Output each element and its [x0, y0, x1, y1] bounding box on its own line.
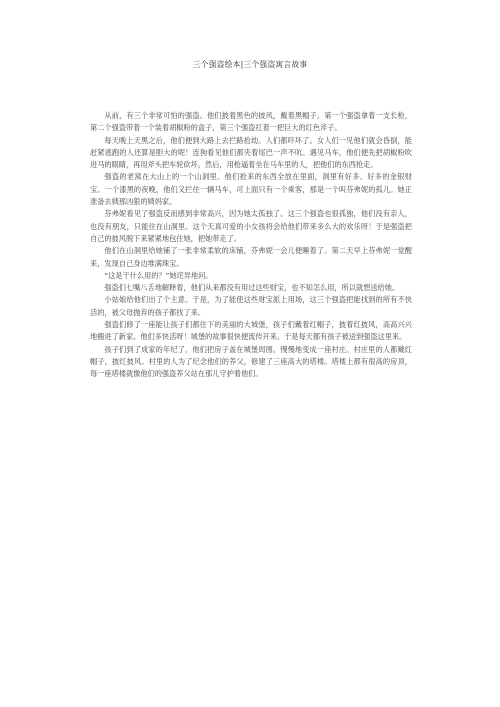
- paragraph: “这是干什么用的？”她诧异地问。: [104, 270, 213, 280]
- paragraph: 孩子们到了成家的年纪了。他们把房子盖在城堡周围。慢慢地变成一座村庄。村庄里的人都戴红帽子，披红披风。村里的人为了纪念他们的养父，修建了三座高大的塔楼。塔楼上都有很高的房顶，每一座塔楼就像他们的强盗养父站在那儿守护着他们。: [90, 344, 412, 379]
- paragraph: 每天晚上天黑之后，他们便到大路上去拦路抢劫。人们都吓坏了。女人们一见他们就会昏倒，能赶紧逃跑的人还算是胆大的呢！连狗看见他们都夹着尾巴一声不吭。遇见马车，他们便先把胡椒粉吹进马的眼睛，再用斧头把车轮砍坏，然后，用枪逼着坐在马车里的人，把他们的东西抢走。: [90, 135, 412, 170]
- paragraph: 小姑娘给他们出了个主意。于是，为了能使这些财宝派上用场，这三个强盗把能找到的所有不快活的，被父母抛弃的孩子都找了来。: [90, 295, 412, 317]
- paragraph: 强盗们七嘴八舌地解释着，他们从来都没有用过这些财宝，也不知怎么用，所以就想送给她。: [104, 283, 400, 293]
- paragraph: 他们在山洞里给她铺了一张非常柔软的床铺，芬弗妮一会儿便睡着了。第二天早上芬弗妮一觉醒来，发现自己身边堆满珠宝。: [90, 246, 412, 268]
- document-title: 三个强盗绘本|三个强盗寓言故事: [192, 60, 308, 69]
- document-body: [90, 110, 412, 381]
- paragraph: 芬弗妮看见了强盗反而感到非常高兴，因为她太孤独了。这三个强盗也很孤独，他们没有亲人，也没有朋友，只能住在山洞里。这个天真可爱的小女孩将会给他们带来多么大的欢乐呀！于是强盗把自己的披风脱下来紧紧地包住她，把她带走了。: [90, 209, 412, 243]
- paragraph: 强盗们修了一座能让孩子们都住下的美丽的大城堡，孩子们戴着红帽子，披着红披风，高高兴兴地搬进了新家。他们多快活呀！城堡的故事很快便流传开来。于是每天都有孩子被送到强盗这里来。: [90, 320, 412, 342]
- paragraph: 从前，有三个非常可怕的强盗。他们披着黑色的披风，戴着黑帽子。第一个强盗拿着一支长枪，第二个强盗带着一个装着胡椒粉的盒子，第三个强盗扛着一把巨大的红色斧子。: [90, 111, 412, 133]
- paragraph: 强盗的老窝在大山上的一个山洞里。他们抢来的东西全放在里面，洞里有好多、好多的金银财宝。一个漆黑的夜晚，他们又拦住一辆马车，可上面只有一个乘客，那是一个叫芬弗妮的孤儿。她正准备去姨那凶狠的姨妈家。: [90, 172, 412, 207]
